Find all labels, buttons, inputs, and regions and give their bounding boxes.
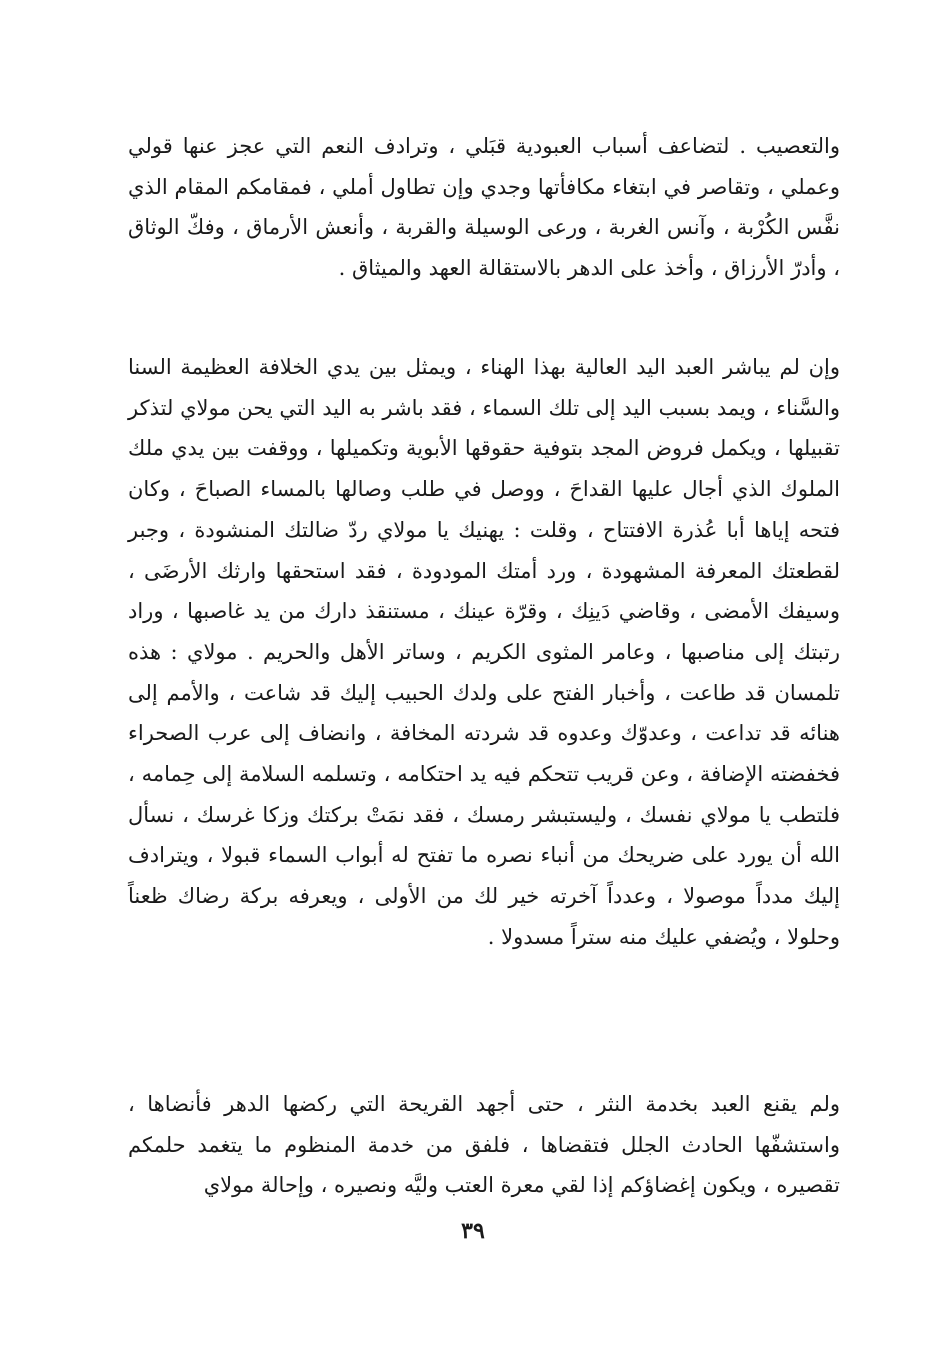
- paragraph-block-3: [128, 1084, 840, 1206]
- paragraph: وإن لم يباشر العبد اليد العالية بهذا الهناء ، ويمثل بين يدي الخلافة العظيمة السنا والسَّناء ، ويمد بسبب اليد إلى تلك السماء ، فقد باشر به اليد التي يحن مولاي لتذكر تقبيلها ، ويكمل فروض المجد بتوفية حقوقها الأبوية وتكميلها ، ووقفت بين يدي ملك الملوك الذي أجال عليها القداحَ ، ووصل في طلب وصالها بالمساء الصباحَ ، وكان فتحه إياها أبا عُذرة الافتتاح ، وقلت : يهنيك يا مولاي ردّ ضالتك المنشودة ، وجبر لقطعتك المعرفة المشهودة ، ورد أمتك المودودة ، فقد استحقها وارثك الأرضَى ، وسيفك الأمضى ، وقاضي دَينِك ، وقرّة عينك ، مستنقذ دارك من يد غاصبها ، وراد رتبتك إلى مناصبها ، وعامر المثوى الكريم ، وساتر الأهل والحريم . مولاي : هذه تلمسان قد طاعت ، وأخبار الفتح على ولدك الحبيب إليك قد شاعت ، والأمم إلى هنائه قد تداعت ، وعدوّك وعدوه قد شردته المخافة ، وانضاف إلى عرب الصحراء فخفضته الإضافة ، وعن قريب تتحكم فيه يد احتكامه ، وتسلمه السلامة إلى حِمامه ، فلتطب يا مولاي نفسك ، وليستبشر رمسك ، فقد نمَتْ بركتك وزكا غرسك ، نسأل الله أن يورد على ضريحك من أنباء نصره ما تفتح له أبواب السماء قبولا ، ويترادف إليك مدداً موصولا ، وعدداً آخرته خير لك من الأولى ، ويعرفه بركة رضاك ظعناً وحلولا ، ويُضفي عليك منه ستراً مسدولا .: [128, 355, 840, 949]
- paragraph: ولم يقنع العبد بخدمة النثر ، حتى أجهد القريحة التي ركضها الدهر فأنضاها ، واستشفّها الحادث الجلل فتقضاها ، فلفق من خدمة المنظوم ما يتغمد حلمكم تقصيره ، ويكون إغضاؤكم إذا لقي معرة العتب وليَّه ونصيره ، وإحالة مولاي: [128, 1092, 840, 1198]
- paragraph: والتعصيب . لتضاعف أسباب العبودية قبَلي ، وترادف النعم التي عجز عنها قولي وعملي ، وتقاصر في ابتغاء مكافأتها وجدي وإن تطاول أملي ، فمقامكم المقام الذي نفَّس الكُرْبة ، وآنس الغربة ، ورعى الوسيلة والقربة ، وأنعش الأرماق ، وفكّ الوثاق ، وأدرّ الأرزاق ، وأخذ على الدهر بالاستقالة العهد والميثاق .: [128, 134, 840, 281]
- paragraph-block-2: [128, 347, 840, 958]
- paragraph-block-1: [128, 126, 840, 289]
- page-number: ٣٩: [461, 1218, 485, 1244]
